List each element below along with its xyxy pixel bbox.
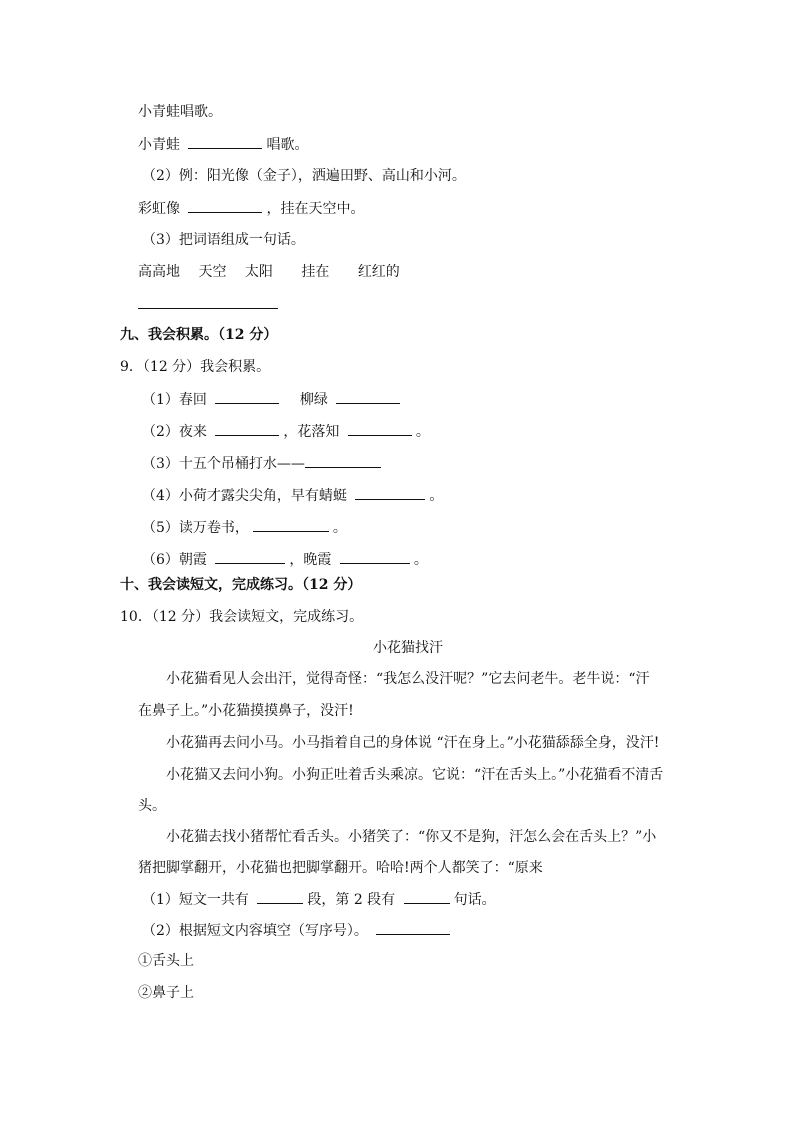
item-5 bbox=[142, 517, 347, 538]
text: 小花猫再去问小马。小马指着自己的身体说 “汗在身上。”小花猫舔舔全身，没汗! bbox=[166, 735, 660, 751]
section-heading bbox=[120, 575, 361, 595]
passage-line bbox=[138, 858, 543, 878]
fill-line bbox=[138, 134, 308, 155]
item-3 bbox=[142, 453, 385, 474]
text: （2）根据短文内容填空（写序号）。 bbox=[142, 923, 368, 939]
answer-blank[interactable] bbox=[355, 485, 425, 500]
option bbox=[138, 951, 194, 971]
question-title bbox=[120, 607, 363, 627]
text: ，花落知 bbox=[283, 424, 340, 440]
passage-line bbox=[166, 827, 656, 847]
text: （4）小荷才露尖尖角，早有蜻蜓 bbox=[142, 488, 347, 504]
text: （3）十五个吊桶打水—— bbox=[142, 456, 305, 472]
text: 小青蛙唱歌。 bbox=[138, 104, 222, 120]
text: （6）朝霞 bbox=[142, 552, 207, 568]
word: 高高地 bbox=[138, 264, 180, 280]
fill-line bbox=[138, 198, 364, 219]
text: 。 bbox=[413, 552, 428, 568]
word: 挂在 bbox=[301, 264, 330, 280]
answer-blank[interactable] bbox=[376, 920, 450, 935]
answer-blank[interactable] bbox=[257, 889, 303, 904]
word-list bbox=[138, 262, 400, 282]
item-6 bbox=[142, 549, 428, 570]
text: 小花猫找汗 bbox=[373, 640, 443, 656]
answer-blank[interactable] bbox=[404, 889, 450, 904]
text: 。 bbox=[429, 488, 444, 504]
passage-line bbox=[166, 765, 663, 785]
text: （1）春回 bbox=[142, 392, 207, 408]
text: 九、我会积累。（12 分） bbox=[120, 327, 278, 343]
answer-blank[interactable] bbox=[215, 549, 285, 564]
sub-question-1 bbox=[142, 889, 496, 910]
passage-line bbox=[138, 701, 354, 721]
text: 句话。 bbox=[453, 892, 496, 908]
word: 红红的 bbox=[357, 264, 400, 280]
answer-blank[interactable] bbox=[305, 453, 381, 468]
text: 小花猫去找小猪帮忙看舌头。小猪笑了：“你又不是狗，汗怎么会在舌头上？”小 bbox=[166, 829, 657, 845]
item-4 bbox=[142, 485, 443, 506]
option bbox=[138, 983, 194, 1003]
passage-title bbox=[0, 638, 794, 658]
text: （5）读万卷书， bbox=[142, 520, 249, 536]
text: 。 bbox=[415, 424, 430, 440]
text: 彩虹像 bbox=[138, 201, 180, 217]
text: （3）把词语组成一句话。 bbox=[142, 232, 305, 248]
answer-blank[interactable] bbox=[253, 517, 329, 532]
text: ①舌头上 bbox=[138, 953, 194, 969]
text: 唱歌。 bbox=[266, 137, 309, 153]
text: 小花猫看见人会出汗，觉得奇怪：“我怎么没汗呢？”它去问老牛。老牛说：“汗 bbox=[166, 671, 650, 687]
answer-blank[interactable] bbox=[188, 198, 262, 213]
text: ②鼻子上 bbox=[138, 985, 194, 1001]
answer-line bbox=[138, 294, 278, 315]
sentence-line bbox=[138, 102, 222, 122]
text: 小花猫又去问小狗。小狗正吐着舌头乘凉。它说：“汗在舌头上。”小花猫看不清舌 bbox=[166, 767, 664, 783]
text: 柳绿 bbox=[299, 392, 328, 408]
text: ，挂在天空中。 bbox=[266, 201, 365, 217]
passage-line bbox=[166, 669, 649, 689]
question-title bbox=[120, 357, 270, 377]
item-2 bbox=[142, 421, 430, 442]
example-line bbox=[142, 166, 466, 186]
text: 段，第 2 段有 bbox=[307, 892, 396, 908]
text: 9．（12 分）我会积累。 bbox=[120, 359, 271, 375]
text: （1）短文一共有 bbox=[142, 892, 249, 908]
text: 在鼻子上。”小花猫摸摸鼻子，没汗! bbox=[138, 703, 354, 719]
text: （2）夜来 bbox=[142, 424, 207, 440]
passage-line bbox=[138, 796, 166, 816]
text: 猪把脚掌翻开，小花猫也把脚掌翻开。哈哈!两个人都笑了：“原来 bbox=[138, 860, 543, 876]
answer-blank[interactable] bbox=[188, 134, 262, 149]
sub-question-2 bbox=[142, 920, 454, 941]
answer-blank[interactable] bbox=[348, 421, 412, 436]
answer-blank[interactable] bbox=[215, 389, 279, 404]
passage-line bbox=[166, 733, 659, 753]
answer-blank[interactable] bbox=[340, 549, 410, 564]
sub-question bbox=[142, 230, 305, 250]
text: 头。 bbox=[138, 798, 166, 814]
text: ，晚霞 bbox=[289, 552, 332, 568]
text: 小青蛙 bbox=[138, 137, 180, 153]
answer-blank[interactable] bbox=[138, 294, 278, 309]
answer-blank[interactable] bbox=[336, 389, 400, 404]
text: 。 bbox=[332, 520, 347, 536]
text: （2）例：阳光像（金子），洒遍田野、高山和小河。 bbox=[142, 168, 466, 184]
text: 十、我会读短文，完成练习。（12 分） bbox=[120, 577, 362, 593]
item-1 bbox=[142, 389, 404, 410]
answer-blank[interactable] bbox=[215, 421, 279, 436]
section-heading bbox=[120, 325, 277, 345]
text: 10．（12 分）我会读短文，完成练习。 bbox=[120, 609, 364, 625]
word: 太阳 bbox=[244, 264, 273, 280]
word: 天空 bbox=[198, 264, 227, 280]
